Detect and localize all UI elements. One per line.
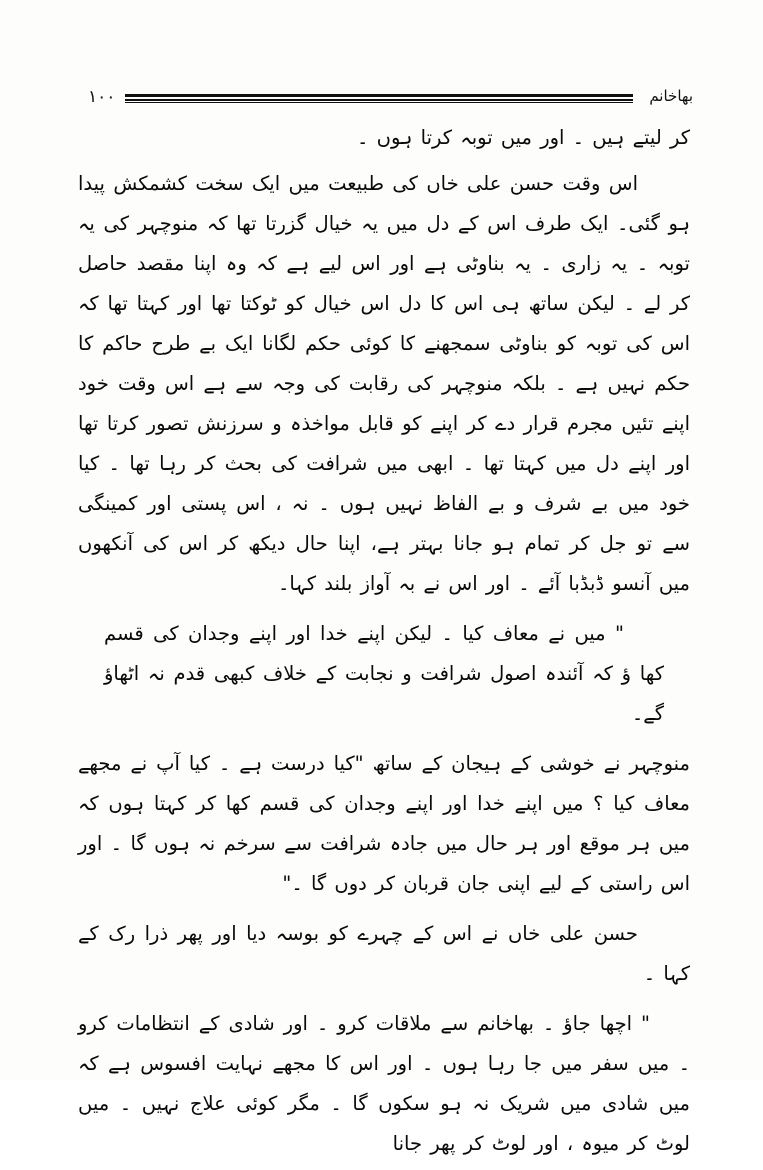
page-number: ١٠٠ bbox=[88, 87, 116, 107]
body-text-column bbox=[78, 118, 690, 1170]
header-divider-rule bbox=[125, 94, 633, 101]
paragraph-quote: " اچھا جاؤ ۔ بھاخانم سے ملاقات کرو ۔ اور شادی کے انتظامات کرو ۔ میں سفر میں جا رہا ہوں ۔ اور اس کا مجھے نہایت افسوس ہے کہ میں شادی میں شریک نہ ہو سکوں گا ۔ مگر کوئی علاج نہیں ۔ میں لوٹ کر میوہ ، اور لوٹ کر پھر جانا bbox=[78, 1012, 690, 1155]
paragraph-quote: " میں نے معاف کیا ۔ لیکن اپنے خدا اور اپنے وجدان کی قسم کھا ؤ کہ آئندہ اصول شرافت و نجابت کے خلاف کبھی قدم نہ اٹھاؤ گے۔ bbox=[104, 622, 664, 725]
header-book-title: بھاخانم bbox=[649, 86, 693, 105]
paragraph: اس وقت حسن علی خاں کی طبیعت میں ایک سخت کشمکش پیدا ہو گئی۔ ایک طرف اس کے دل میں یہ خیال گزرتا تھا کہ منوچہر کی یہ توبہ ۔ یہ زاری ۔ یہ بناوٹی ہے اور اس لیے ہے کہ وہ اپنا مقصد حاصل کر لے ۔ لیکن ساتھ ہی اس کا دل اس خیال کو ٹوکتا تھا اور کہتا تھا کہ اس کی توبہ کو بناوٹی سمجھنے کا کوئی حکم لگانا ایک بے طرح حاکم کا حکم نہیں ہے ۔ بلکہ منوچہر کی رقابت کی وجہ سے ہے اس وقت خود اپنے تئیں مجرم قرار دے کر اپنے کو قابل مواخذہ و سرزنش تصور کرتا تھا اور اپنے دل میں کہتا تھا ۔ ابھی میں شرافت کی بحث کر رہا تھا ۔ کیا خود میں بے شرف و بے الفاظ نہیں ہوں ۔ نہ ، اس پستی اور کمینگی سے تو جل کر تمام ہو جانا بہتر ہے، اپنا حال دیکھ کر اس کی آنکھوں میں آنسو ڈبڈبا آئے ۔ اور اس نے بہ آواز بلند کہا۔ bbox=[78, 172, 690, 595]
paragraph: کر لیتے ہیں ۔ اور میں توبہ کرتا ہوں ۔ bbox=[357, 126, 690, 149]
paragraph: حسن علی خاں نے اس کے چہرے کو بوسہ دیا اور پھر ذرا رک کے کہا ۔ bbox=[78, 922, 690, 985]
page-header bbox=[88, 84, 693, 110]
paragraph: منوچہر نے خوشی کے ہیجان کے ساتھ "کیا درست ہے ۔ کیا آپ نے مجھے معاف کیا ؟ میں اپنے خدا اور اپنے وجدان کی قسم کھا کر کہتا ہوں کہ میں ہر موقع اور ہر حال میں جادہ شرافت سے سرخم نہ ہوں گا ۔ اور اس راستی کے لیے اپنی جان قربان کر دوں گا ۔" bbox=[78, 752, 690, 895]
